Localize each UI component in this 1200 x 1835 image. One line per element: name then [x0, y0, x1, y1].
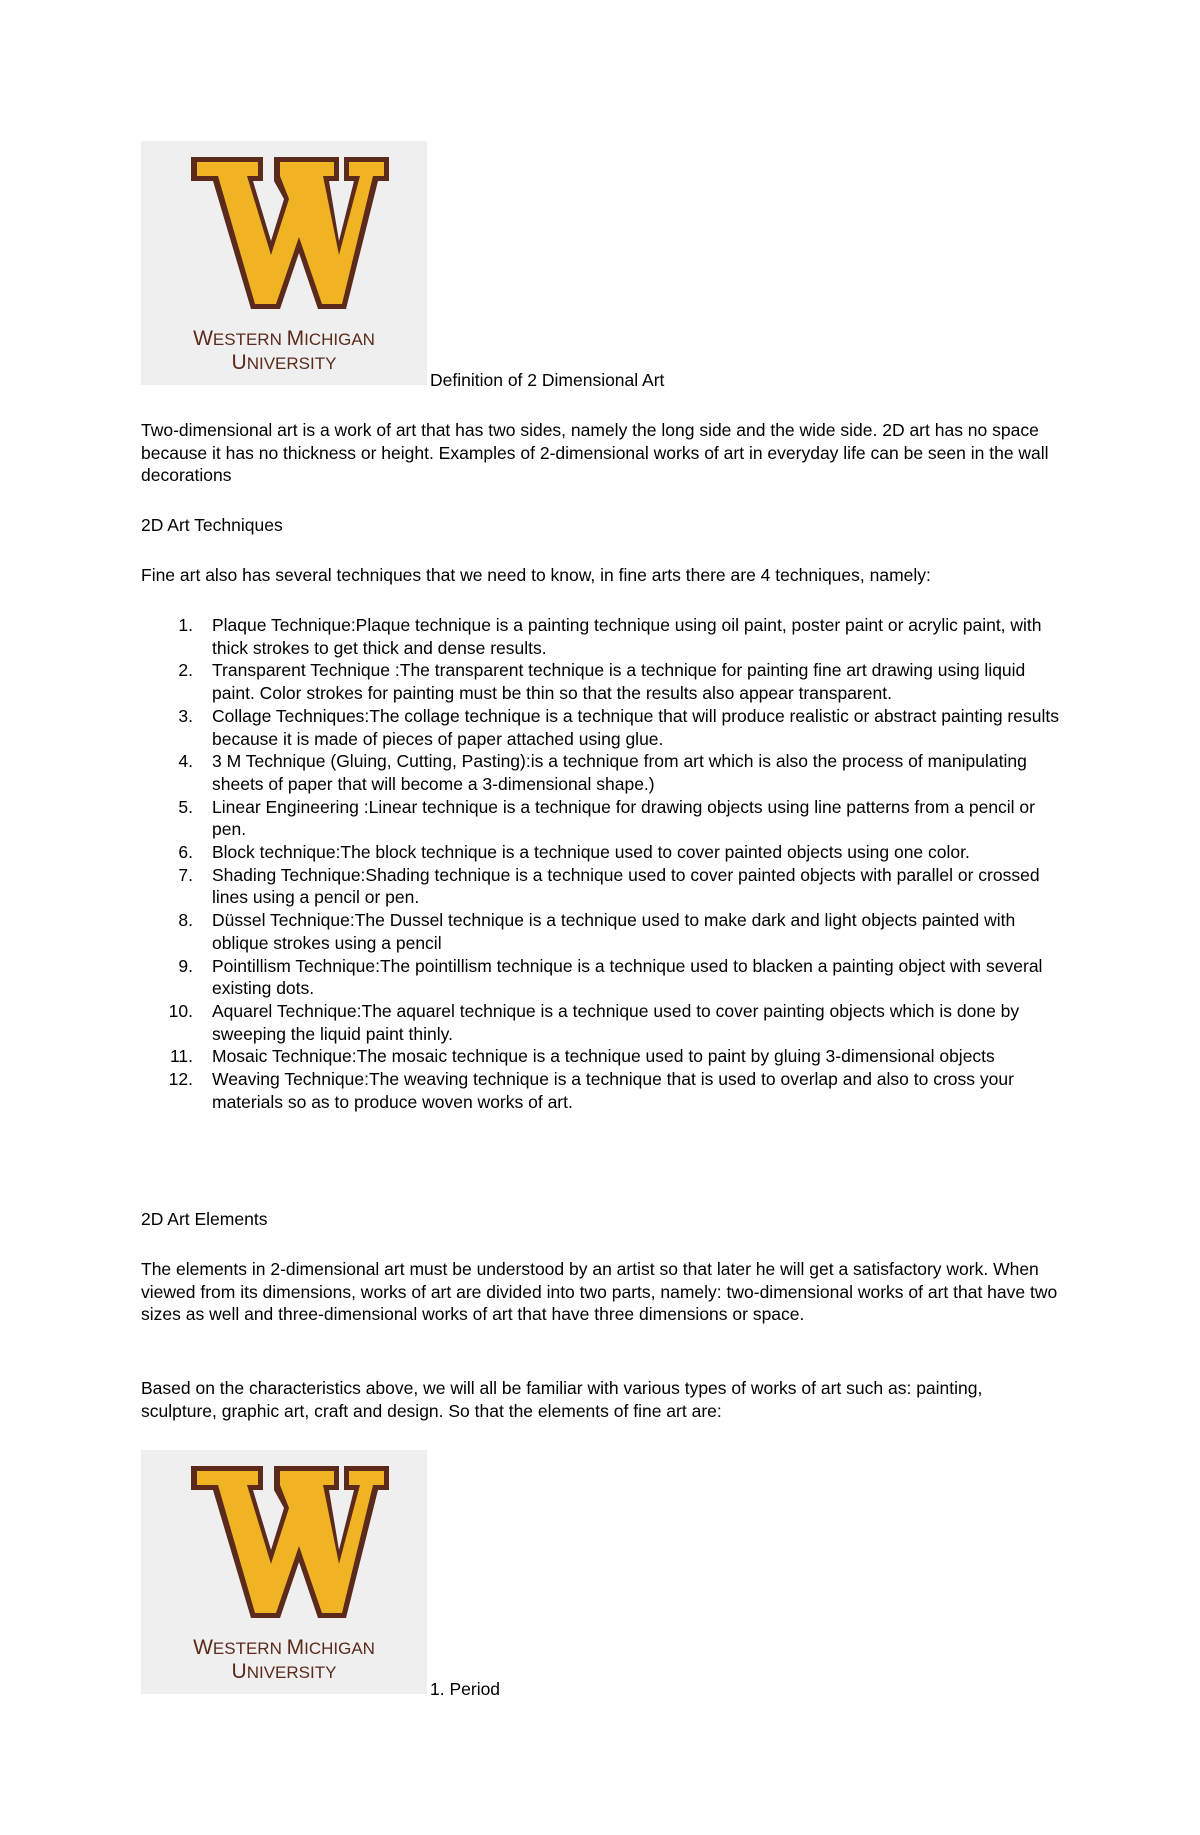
technique-text: Düssel Technique:The Dussel technique is a technique used to make dark and light objects painted with oblique strokes using a pencil: [212, 910, 1016, 953]
logo-line2: UNIVERSITY: [231, 351, 337, 374]
technique-number: 4.: [178, 751, 193, 772]
technique-item: [141, 705, 1061, 750]
technique-text: Shading Technique:Shading technique is a technique used to cover painted objects with parallel or crossed lines using a pencil or pen.: [212, 864, 1040, 908]
wmu-logo-graphic: [141, 141, 427, 385]
technique-item: [141, 796, 1061, 841]
elements-paragraph: The elements in 2-dimensional art must be understood by an artist so that later he will get a satisfactory work. When viewed from its dimensions, works of art are divided into two parts, namely: two-dimensional works of art that have two sizes as well and three-dimensional works of art that have three dimensions or space.: [141, 1259, 1058, 1325]
wmu-logo-graphic-2: [141, 1450, 427, 1694]
technique-item: [141, 841, 1061, 864]
technique-text: Pointillism Technique:The pointillism technique is a technique used to blacken a painting object with several existing dots.: [212, 955, 1043, 999]
technique-item: [141, 955, 1061, 1000]
techniques-heading: 2D Art Techniques: [141, 515, 283, 535]
technique-number: 6.: [178, 842, 193, 863]
techniques-lead: Fine art also has several techniques that we need to know, in fine arts there are 4 techniques, namely:: [141, 565, 931, 585]
technique-text: Mosaic Technique:The mosaic technique is a technique used to paint by gluing 3-dimensional objects: [212, 1046, 995, 1067]
technique-text: Weaving Technique:The weaving technique is a technique that is used to overlap and also to cross your materials so as to produce woven works of art.: [212, 1069, 1014, 1112]
wmu-logo-image-2: [141, 1450, 427, 1694]
logo-line1: WESTERN MICHIGAN: [193, 1636, 375, 1659]
technique-item: [141, 614, 1061, 659]
logo-line2: UNIVERSITY: [231, 1660, 337, 1683]
technique-text: Linear Engineering :Linear technique is a technique for drawing objects using line patterns from a pencil or pen.: [212, 796, 1035, 840]
technique-item: [141, 1045, 1061, 1068]
technique-text: Transparent Technique :The transparent technique is a technique for painting fine art drawing using liquid paint. Color strokes for painting must be thin so that the results also appear transparent.: [212, 660, 1026, 704]
technique-text: Collage Techniques:The collage technique is a technique that will produce realistic or abstract painting results because it is made of pieces of paper attached using glue.: [212, 705, 1059, 749]
techniques-list: [141, 614, 1061, 1113]
technique-number: 1.: [178, 615, 193, 635]
technique-number: 8.: [178, 910, 193, 931]
technique-text: Block technique:The block technique is a technique used to cover painted objects using one color.: [212, 842, 970, 863]
technique-item: [141, 864, 1061, 909]
technique-text: Aquarel Technique:The aquarel technique is a technique used to cover painting objects which is done by sweeping the liquid paint thinly.: [212, 1000, 1020, 1044]
technique-number: 2.: [178, 660, 193, 681]
technique-text: Plaque Technique:Plaque technique is a painting technique using oil paint, poster paint or acrylic paint, with thick strokes to get thick and dense results.: [212, 615, 1042, 658]
elements-heading: 2D Art Elements: [141, 1209, 268, 1229]
definition-title: Definition of 2 Dimensional Art: [430, 370, 665, 390]
technique-item: [141, 750, 1061, 795]
technique-item: [141, 1000, 1061, 1045]
technique-item: [141, 1068, 1061, 1113]
technique-item: [141, 909, 1061, 954]
technique-item: [141, 659, 1061, 704]
wmu-logo-image: [141, 141, 427, 385]
period-caption: 1. Period: [430, 1679, 501, 1699]
technique-number: 10.: [168, 1000, 193, 1021]
intro-paragraph: Two-dimensional art is a work of art that has two sides, namely the long side and the wide side. 2D art has no space because it has no thickness or height. Examples of 2-dimensional works of art in everyday life can be seen in the wall decorations: [141, 420, 1049, 486]
technique-number: 12.: [168, 1069, 193, 1090]
technique-number: 11.: [169, 1046, 193, 1067]
technique-number: 3.: [178, 705, 193, 726]
technique-number: 5.: [178, 796, 193, 817]
logo-line1: WESTERN MICHIGAN: [193, 327, 375, 350]
characteristics-paragraph: Based on the characteristics above, we will all be familiar with various types of works of art such as: painting, sculpture, graphic art, craft and design. So that the elements of fine art are:: [141, 1378, 983, 1421]
technique-number: 9.: [178, 955, 193, 976]
technique-text: 3 M Technique (Gluing, Cutting, Pasting):is a technique from art which is also the process of manipulating sheets of paper that will become a 3-dimensional shape.): [212, 751, 1027, 794]
technique-number: 7.: [178, 864, 193, 885]
